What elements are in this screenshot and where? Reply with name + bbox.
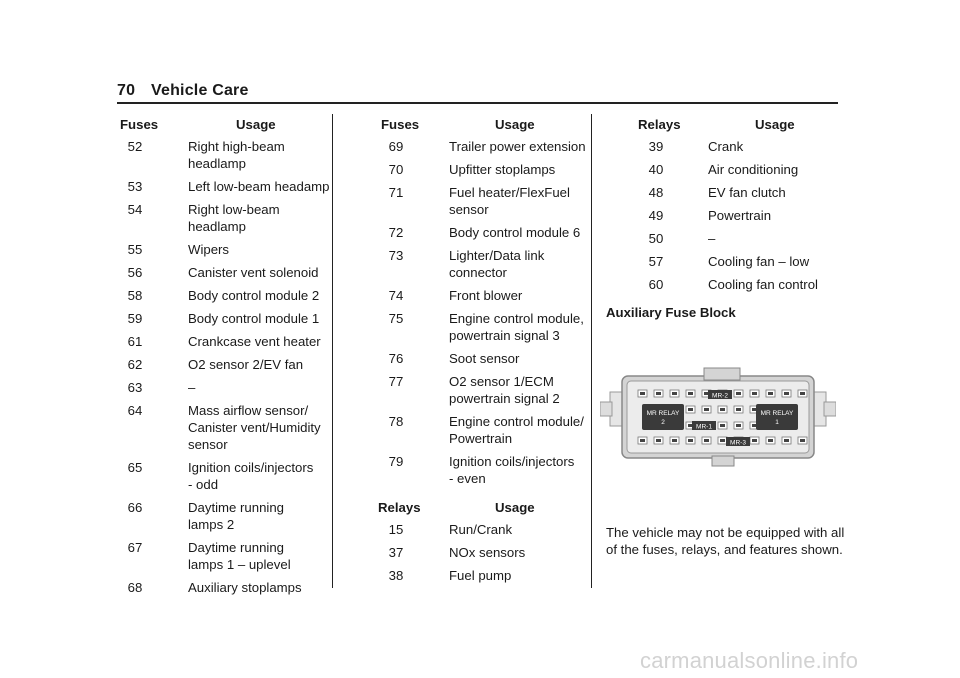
- table-row: [120, 178, 330, 195]
- usage-line: EV fan clutch: [708, 185, 786, 200]
- usage-line: lamps 1 – uplevel: [188, 557, 291, 572]
- usage-line: Daytime running: [188, 540, 285, 555]
- table-row: [378, 310, 588, 344]
- item-number: 66: [127, 500, 143, 515]
- usage-line: Right low-beam: [188, 202, 280, 217]
- usage-line: Body control module 2: [188, 288, 320, 303]
- usage-line: Body control module 1: [188, 311, 320, 326]
- item-number: 67: [127, 540, 143, 555]
- usage-line: Air conditioning: [708, 162, 799, 177]
- table-row: [120, 138, 325, 172]
- mr-3-fuse: [726, 437, 750, 447]
- item-usage: [188, 333, 325, 350]
- usage-line: Powertrain: [449, 431, 513, 446]
- table-row: [120, 333, 325, 350]
- fuse-slot-terminal: [768, 439, 773, 442]
- table-header: [120, 116, 325, 138]
- item-number: 76: [388, 351, 404, 366]
- table-row: [120, 499, 325, 533]
- table-row: [120, 459, 325, 493]
- usage-line: Fuel heater/FlexFuel: [449, 185, 570, 200]
- usage-header: Usage: [495, 500, 535, 515]
- usage-line: connector: [449, 265, 507, 280]
- usage-line: Upfitter stoplamps: [449, 162, 556, 177]
- item-number: 52: [127, 139, 143, 154]
- table-row: [120, 579, 325, 596]
- table-row: [378, 287, 588, 304]
- item-usage: [188, 287, 325, 304]
- fuse-slot-terminal: [688, 439, 693, 442]
- fuse-slot-terminal: [704, 408, 709, 411]
- fuse-slot-terminal: [688, 392, 693, 395]
- table-row: [120, 310, 325, 327]
- svg-text:MR-3: MR-3: [730, 439, 746, 447]
- table-row: [638, 138, 848, 155]
- fuse-slot-terminal: [752, 392, 757, 395]
- fuse-slot-terminal: [656, 439, 661, 442]
- fuse-slot-terminal: [704, 439, 709, 442]
- item-number: 38: [388, 568, 404, 583]
- item-number: 75: [388, 311, 404, 326]
- item-number: 68: [127, 580, 143, 595]
- table-row: [378, 373, 588, 407]
- item-usage: [188, 356, 325, 373]
- table-row: [378, 247, 588, 281]
- item-usage: [188, 499, 325, 533]
- fuse-slot-terminal: [688, 408, 693, 411]
- usage-line: Ignition coils/injectors: [449, 454, 575, 469]
- auxiliary-fuse-block-diagram: [600, 360, 836, 472]
- fuse-slot-terminal: [768, 392, 773, 395]
- item-usage: [449, 521, 588, 538]
- table-row: [120, 287, 325, 304]
- fuse-slot-terminal: [800, 392, 805, 395]
- item-usage: [188, 138, 325, 172]
- table-row: [638, 276, 848, 293]
- table-row: [378, 544, 588, 561]
- item-usage: [449, 138, 588, 155]
- auxiliary-fuse-block-title: Auxiliary Fuse Block: [606, 305, 736, 320]
- usage-line: lamps 2: [188, 517, 235, 532]
- item-usage: [708, 138, 848, 155]
- usage-line: - odd: [188, 477, 219, 492]
- fuse-slot-terminal: [784, 439, 789, 442]
- column-divider-2: [591, 114, 592, 588]
- usage-line: NOx sensors: [449, 545, 526, 560]
- mr-1-fuse: [692, 421, 716, 431]
- item-usage: [188, 459, 325, 493]
- item-number: 56: [127, 265, 143, 280]
- usage-header: Usage: [755, 117, 795, 132]
- table-row: [638, 184, 848, 201]
- item-usage: [188, 579, 325, 596]
- item-number: 49: [648, 208, 664, 223]
- usage-line: O2 sensor 2/EV fan: [188, 357, 304, 372]
- fuse-slot-terminal: [800, 439, 805, 442]
- item-number: 57: [648, 254, 664, 269]
- svg-text:MR-1: MR-1: [696, 423, 712, 431]
- usage-line: Right high-beam: [188, 139, 285, 154]
- mr-relay-2: [642, 404, 684, 430]
- item-number: 78: [388, 414, 404, 429]
- item-usage: [449, 413, 588, 447]
- page-number: 70: [117, 82, 136, 99]
- table-row: [638, 253, 848, 270]
- mr-2-fuse: [708, 390, 732, 400]
- item-number: 69: [388, 139, 404, 154]
- mr-relay-1-label: MR RELAY: [760, 410, 794, 417]
- column-divider-1: [332, 114, 333, 588]
- svg-text:MR-2: MR-2: [712, 392, 728, 400]
- usage-header: Usage: [495, 117, 535, 132]
- item-usage: [449, 453, 588, 487]
- item-number: 74: [388, 288, 404, 303]
- item-number: 79: [388, 454, 404, 469]
- usage-line: Crankcase vent heater: [188, 334, 321, 349]
- table-row: [378, 138, 588, 155]
- table-row: [120, 402, 325, 453]
- table-row: [378, 161, 588, 178]
- fuse-slot-terminal: [736, 392, 741, 395]
- item-number: 54: [127, 202, 143, 217]
- fuse-slot-terminal: [640, 392, 645, 395]
- item-usage: [708, 161, 848, 178]
- table-header: [638, 116, 848, 138]
- table-row: [378, 567, 588, 584]
- item-usage: [449, 350, 588, 367]
- usage-line: O2 sensor 1/ECM: [449, 374, 554, 389]
- usage-line: powertrain signal 2: [449, 391, 560, 406]
- usage-line: Front blower: [449, 288, 523, 303]
- mr-relay-2-label: MR RELAY: [646, 410, 680, 417]
- fuse-slot-terminal: [752, 439, 757, 442]
- item-number: 71: [388, 185, 404, 200]
- usage-line: Run/Crank: [449, 522, 513, 537]
- table-row: [120, 379, 325, 396]
- item-usage: [449, 247, 588, 281]
- relays-header: Relays: [638, 117, 681, 132]
- usage-line: headlamp: [188, 219, 246, 234]
- item-number: 48: [648, 185, 664, 200]
- usage-line: –: [188, 380, 196, 395]
- usage-line: Mass airflow sensor/: [188, 403, 309, 418]
- fuse-slot-terminal: [672, 392, 677, 395]
- usage-line: Cooling fan – low: [708, 254, 810, 269]
- item-number: 62: [127, 357, 143, 372]
- item-number: 15: [388, 522, 404, 537]
- item-usage: [188, 178, 330, 195]
- item-number: 58: [127, 288, 143, 303]
- item-number: 50: [648, 231, 664, 246]
- relay-table: [638, 116, 848, 299]
- item-number: 40: [648, 162, 664, 177]
- mr-relay-1: [756, 404, 798, 430]
- usage-line: Fuel pump: [449, 568, 512, 583]
- item-usage: [188, 241, 325, 258]
- item-number: 61: [127, 334, 143, 349]
- fuse-table-1: [120, 116, 330, 602]
- item-number: 64: [127, 403, 143, 418]
- usage-line: Body control module 6: [449, 225, 581, 240]
- table-row: [638, 207, 848, 224]
- table-row: [638, 230, 848, 247]
- table-row: [378, 521, 588, 538]
- table-row: [120, 201, 325, 235]
- fuse-slot-terminal: [720, 408, 725, 411]
- usage-line: Left low-beam headamp: [188, 179, 330, 194]
- item-usage: [188, 310, 325, 327]
- usage-line: Engine control module/: [449, 414, 584, 429]
- fuse-slot-terminal: [784, 392, 789, 395]
- item-usage: [188, 539, 325, 573]
- usage-line: Lighter/Data link: [449, 248, 545, 263]
- usage-line: Ignition coils/injectors: [188, 460, 314, 475]
- usage-header: Usage: [236, 117, 276, 132]
- fuse-slot-terminal: [672, 439, 677, 442]
- usage-line: Trailer power extension: [449, 139, 586, 154]
- table-row: [378, 350, 588, 367]
- table-row: [378, 184, 588, 218]
- item-usage: [449, 567, 588, 584]
- usage-line: - even: [449, 471, 486, 486]
- usage-line: Auxiliary stoplamps: [188, 580, 302, 595]
- usage-line: Canister vent/Humidity: [188, 420, 321, 435]
- item-number: 37: [388, 545, 404, 560]
- usage-line: headlamp: [188, 156, 246, 171]
- item-number: 72: [388, 225, 404, 240]
- fuse-slot-terminal: [736, 424, 741, 427]
- item-number: 70: [388, 162, 404, 177]
- item-number: 55: [127, 242, 143, 257]
- item-usage: [188, 402, 325, 453]
- item-usage: [449, 184, 588, 218]
- header-rule: [117, 102, 838, 104]
- item-usage: [449, 544, 588, 561]
- fuse-block-housing: [600, 368, 836, 466]
- item-number: 63: [127, 380, 143, 395]
- fuse-table-2: [378, 116, 588, 590]
- item-usage: [449, 287, 588, 304]
- item-number: 59: [127, 311, 143, 326]
- item-usage: [708, 230, 848, 247]
- table-row: [120, 264, 325, 281]
- item-usage: [449, 224, 588, 241]
- item-usage: [449, 310, 588, 344]
- item-number: 65: [127, 460, 143, 475]
- item-number: 73: [388, 248, 404, 263]
- item-usage: [708, 184, 848, 201]
- usage-line: powertrain signal 3: [449, 328, 560, 343]
- mr-relay-1-number: 1: [775, 419, 779, 426]
- table-row: [120, 539, 325, 573]
- item-usage: [708, 253, 848, 270]
- page-header: [117, 82, 249, 100]
- fuse-slot-terminal: [656, 392, 661, 395]
- table-row: [378, 413, 588, 447]
- watermark: carmanualsonline.info: [640, 648, 859, 673]
- mr-relay-2-number: 2: [661, 419, 665, 426]
- item-usage: [188, 201, 325, 235]
- usage-line: Cooling fan control: [708, 277, 818, 292]
- item-usage: [708, 207, 848, 224]
- usage-line: Engine control module,: [449, 311, 584, 326]
- fuses-header: Fuses: [381, 117, 420, 132]
- footnote: The vehicle may not be equipped with all of the fuses, relays, and features shown.: [606, 525, 845, 557]
- usage-line: Soot sensor: [449, 351, 520, 366]
- usage-line: sensor: [188, 437, 228, 452]
- usage-line: Powertrain: [708, 208, 772, 223]
- usage-line: sensor: [449, 202, 489, 217]
- usage-line: Crank: [708, 139, 744, 154]
- relays-header: Relays: [378, 500, 421, 515]
- item-number: 77: [388, 374, 404, 389]
- usage-line: Wipers: [188, 242, 230, 257]
- table-row: [638, 161, 848, 178]
- item-number: 60: [648, 277, 664, 292]
- relay-table-header: [378, 499, 588, 521]
- table-row: [120, 356, 325, 373]
- fuse-slot-terminal: [640, 439, 645, 442]
- item-usage: [188, 379, 325, 396]
- table-row: [120, 241, 325, 258]
- usage-line: Canister vent solenoid: [188, 265, 319, 280]
- item-usage: [449, 373, 588, 407]
- table-header: [378, 116, 588, 138]
- fuse-slot-terminal: [720, 424, 725, 427]
- fuses-header: Fuses: [120, 117, 159, 132]
- item-usage: [188, 264, 325, 281]
- table-row: [378, 453, 588, 487]
- fuse-slot-terminal: [736, 408, 741, 411]
- usage-line: Daytime running: [188, 500, 285, 515]
- item-number: 53: [127, 179, 143, 194]
- table-row: [378, 224, 588, 241]
- section-title: Vehicle Care: [151, 82, 249, 99]
- usage-line: –: [708, 231, 716, 246]
- item-usage: [708, 276, 848, 293]
- item-number: 39: [648, 139, 664, 154]
- item-usage: [449, 161, 588, 178]
- fuse-slot-terminal: [720, 439, 725, 442]
